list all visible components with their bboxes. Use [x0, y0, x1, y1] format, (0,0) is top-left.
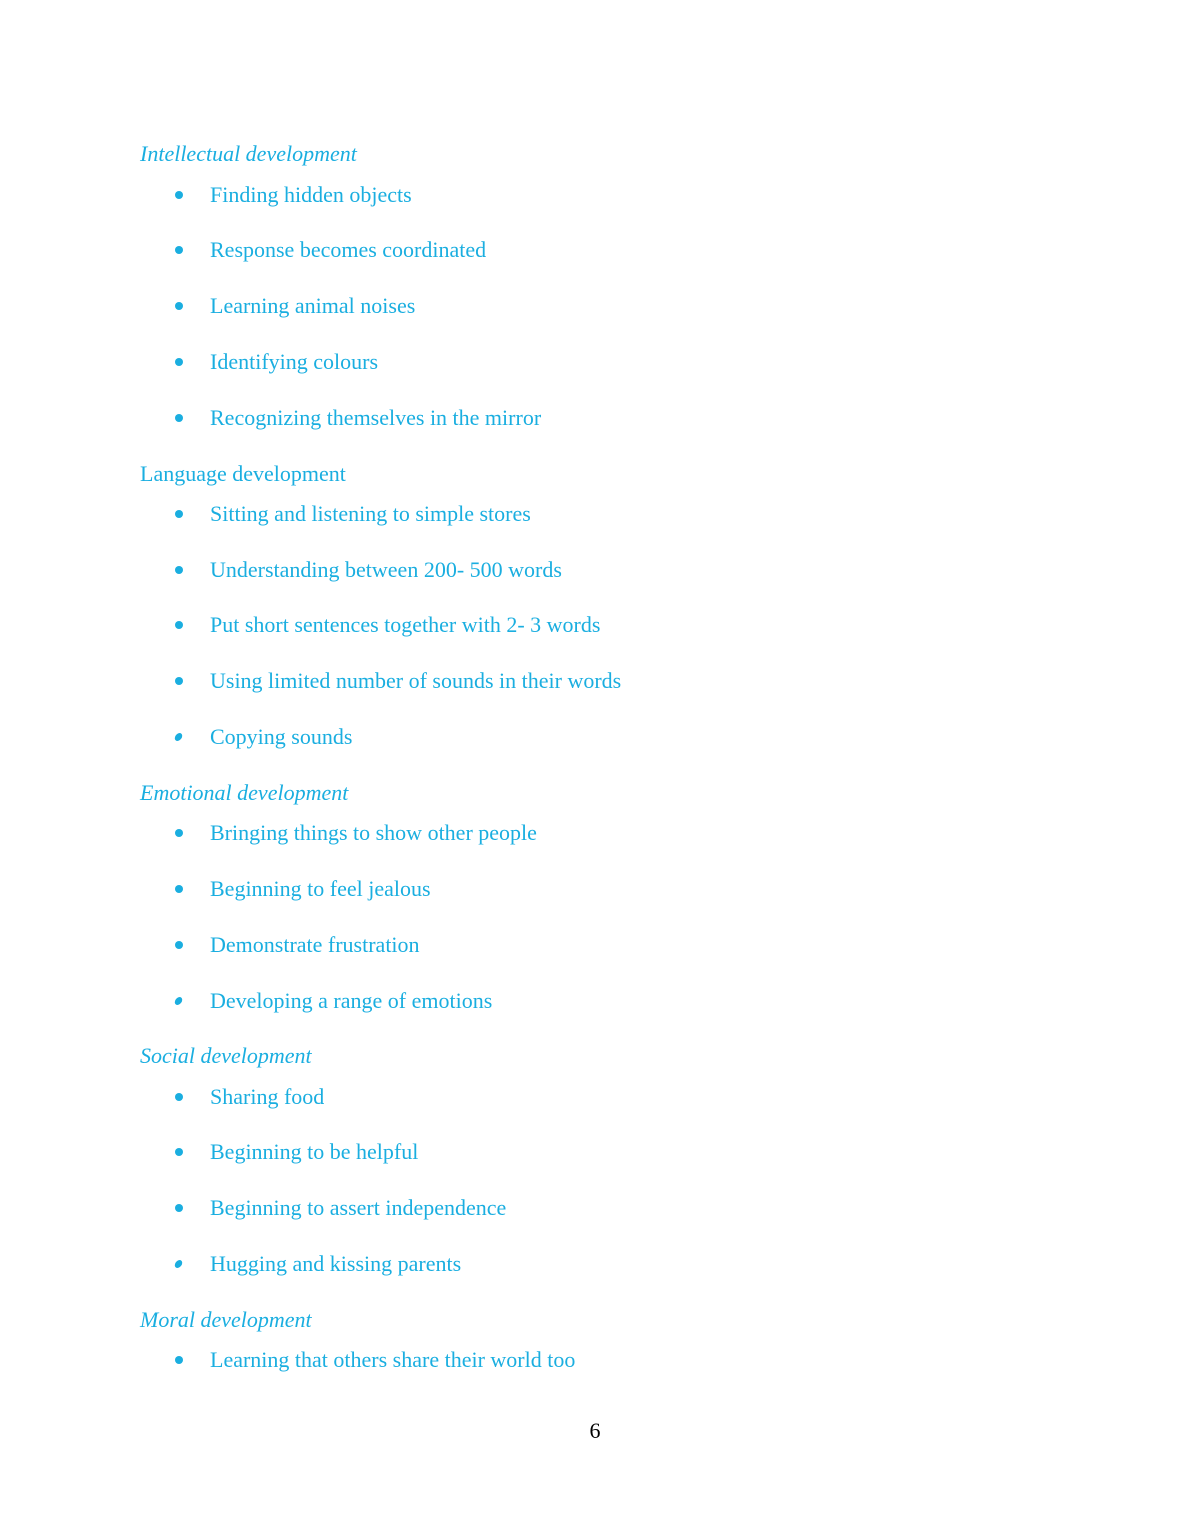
list-item [170, 182, 1070, 210]
list-item-text: Learning that others share their world too [210, 1347, 576, 1372]
bullet-icon [175, 566, 183, 574]
bullet-icon [175, 1259, 182, 1269]
list-item [170, 237, 1070, 265]
bullet-icon [175, 677, 183, 685]
list-item [170, 820, 1070, 848]
bullet-icon [175, 191, 183, 199]
list-item-text: Sitting and listening to simple stores [210, 501, 531, 526]
list-item-text: Using limited number of sounds in their words [210, 668, 622, 693]
bullet-icon [175, 1356, 183, 1364]
list-item-text: Put short sentences together with 2- 3 words [210, 612, 601, 637]
bullet-icon [175, 996, 182, 1006]
list-item-text: Beginning to be helpful [210, 1139, 419, 1164]
list-item [170, 1251, 1070, 1279]
page-number: 6 [589, 1418, 601, 1443]
list-item-text: Recognizing themselves in the mirror [210, 405, 542, 430]
bullet-icon [175, 246, 183, 254]
bullet-icon [175, 829, 183, 837]
list-item [170, 1084, 1070, 1112]
list-item [170, 293, 1070, 321]
list-item-text: Bringing things to show other people [210, 820, 537, 845]
list-item-text: Identifying colours [210, 349, 379, 374]
list-item-text: Copying sounds [210, 724, 353, 749]
bullet-icon [175, 358, 183, 366]
bullet-icon [175, 941, 183, 949]
list-item [170, 1195, 1070, 1223]
bullet-icon [175, 414, 183, 422]
list-item-text: Sharing food [210, 1084, 325, 1109]
bullet-icon [175, 885, 183, 893]
list-item [170, 932, 1070, 960]
list-item [170, 1347, 1070, 1375]
list-item [170, 501, 1070, 529]
list-item-text: Demonstrate frustration [210, 932, 420, 957]
list-item [170, 612, 1070, 640]
list-item [170, 876, 1070, 904]
bullet-icon [175, 510, 183, 518]
list-item-text: Response becomes coordinated [210, 237, 487, 262]
list-item-text: Finding hidden objects [210, 182, 412, 207]
section-heading-language: Language development [140, 461, 346, 486]
list-item-text: Learning animal noises [210, 293, 416, 318]
list-item [170, 405, 1070, 433]
list-item [170, 557, 1070, 585]
list-item-text: Developing a range of emotions [210, 988, 493, 1013]
bullet-icon [175, 1093, 183, 1101]
list-item [170, 724, 1070, 752]
section-heading-emotional: Emotional development [140, 780, 349, 805]
list-item [170, 349, 1070, 377]
section-heading-social: Social development [140, 1043, 312, 1068]
bullet-icon [175, 621, 183, 629]
bullet-icon [175, 302, 183, 310]
section-heading-moral: Moral development [140, 1307, 312, 1332]
list-item [170, 988, 1070, 1016]
list-item [170, 1139, 1070, 1167]
list-item-text: Beginning to feel jealous [210, 876, 431, 901]
bullet-icon [175, 1204, 183, 1212]
list-item-text: Beginning to assert independence [210, 1195, 507, 1220]
list-item-text: Understanding between 200- 500 words [210, 557, 562, 582]
list-item-text: Hugging and kissing parents [210, 1251, 462, 1276]
list-item [170, 668, 1070, 696]
bullet-icon [175, 732, 182, 742]
section-heading-intellectual: Intellectual development [140, 141, 357, 166]
bullet-icon [175, 1148, 183, 1156]
